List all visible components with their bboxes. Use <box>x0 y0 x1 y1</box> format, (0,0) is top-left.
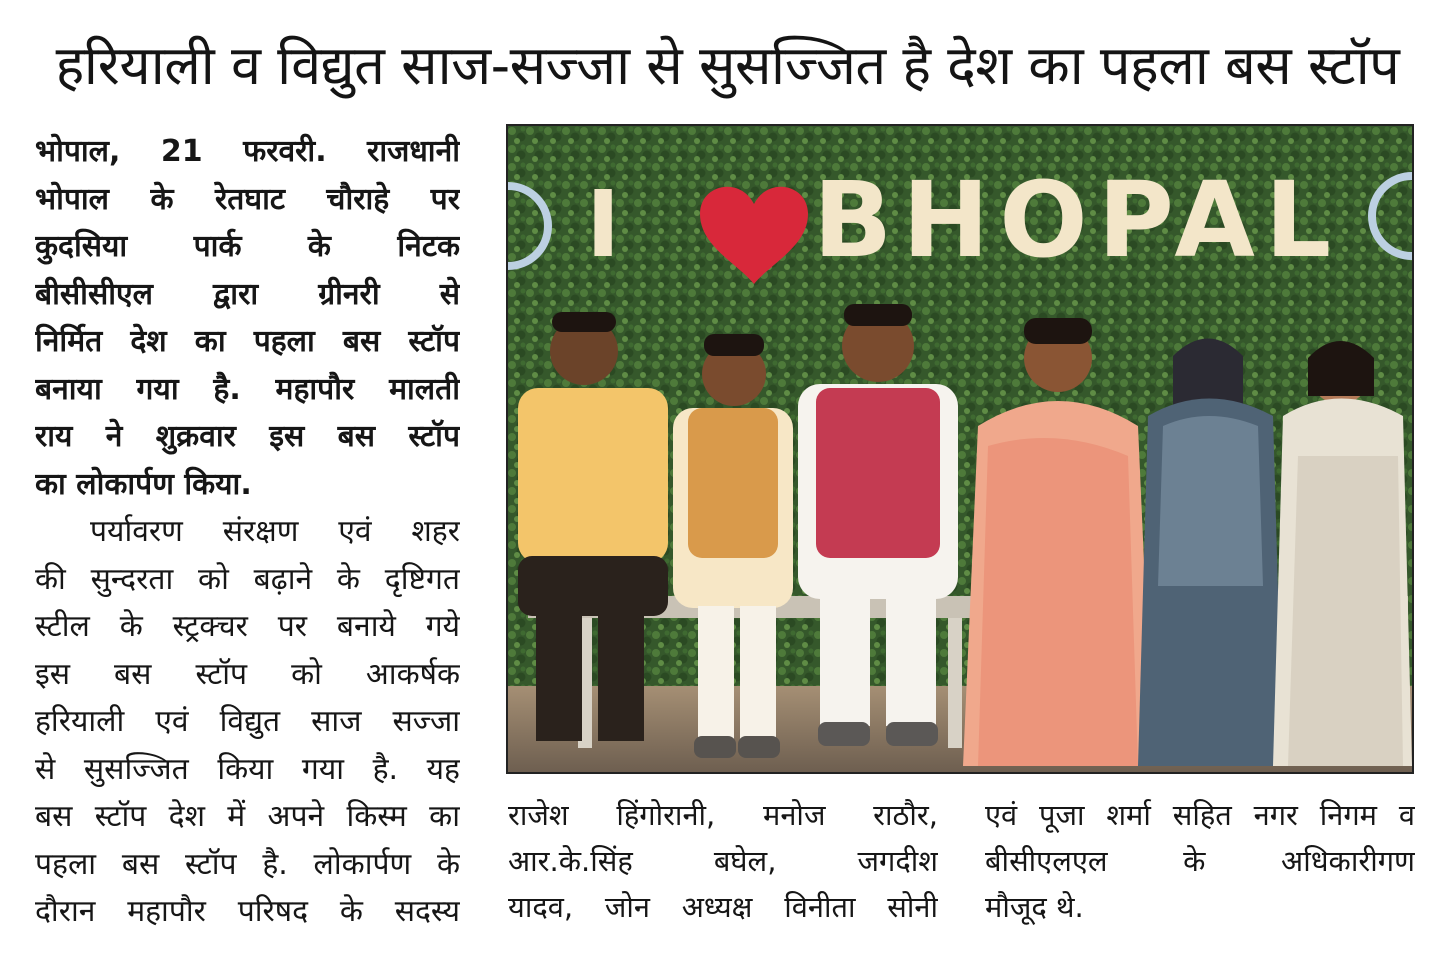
sign-text: BHOPAL <box>813 159 1342 281</box>
article-body <box>35 508 460 936</box>
caption-line: मौजूद थे. <box>985 890 1084 924</box>
lead-line: कुदसिया पार्क के निटक <box>35 229 460 264</box>
article-lead <box>35 128 460 508</box>
headline: हरियाली व विद्युत साज-सज्जा से सुसज्जित है देश का पहला बस स्टॉप <box>55 34 1400 97</box>
sign-letter-i: I <box>586 171 621 278</box>
photo-caption-column-1 <box>508 792 938 930</box>
photo-caption-column-2 <box>985 792 1415 930</box>
bench-leg <box>948 618 962 748</box>
photo-illustration <box>508 126 1412 772</box>
caption-line: यादव, जोन अध्यक्ष विनीता सोनी <box>508 890 938 924</box>
article-left-column <box>35 128 460 936</box>
caption-line: बीसीएलएल के अधिकारीगण <box>985 844 1415 878</box>
body-line: बस स्टॉप देश में अपने किस्म का <box>35 799 460 834</box>
lead-line: बीसीसीएल द्वारा ग्रीनरी से <box>35 276 460 312</box>
caption-line: राजेश हिंगोरानी, मनोज राठौर, <box>508 798 938 832</box>
body-line: दौरान महापौर परिषद के सदस्य <box>35 894 460 929</box>
lead-line: बनाया गया है. महापौर मालती <box>35 371 460 407</box>
body-line: पर्यावरण संरक्षण एवं शहर <box>90 514 460 549</box>
caption-line: आर.के.सिंह बघेल, जगदीश <box>508 844 938 878</box>
body-line: से सुसज्जित किया गया है. यह <box>35 751 460 787</box>
news-photo <box>506 124 1414 774</box>
body-line: इस बस स्टॉप को आकर्षक <box>35 656 460 692</box>
lead-line: भोपाल, 21 फरवरी. राजधानी <box>35 134 460 169</box>
lead-line: भोपाल के रेतघाट चौराहे पर <box>35 181 460 217</box>
caption-line: एवं पूजा शर्मा सहित नगर निगम व <box>985 798 1415 832</box>
lead-line: राय ने शुक्रवार इस बस स्टॉप <box>35 419 460 454</box>
body-line: की सुन्दरता को बढ़ाने के दृष्टिगत <box>35 561 460 597</box>
body-line: पहला बस स्टॉप है. लोकार्पण के <box>35 846 460 882</box>
lead-line: निर्मित देश का पहला बस स्टॉप <box>35 324 460 359</box>
lead-line: का लोकार्पण किया. <box>35 466 252 502</box>
body-line: हरियाली एवं विद्युत साज सज्जा <box>35 704 460 739</box>
body-line: स्टील के स्ट्रक्चर पर बनाये गये <box>35 609 460 644</box>
